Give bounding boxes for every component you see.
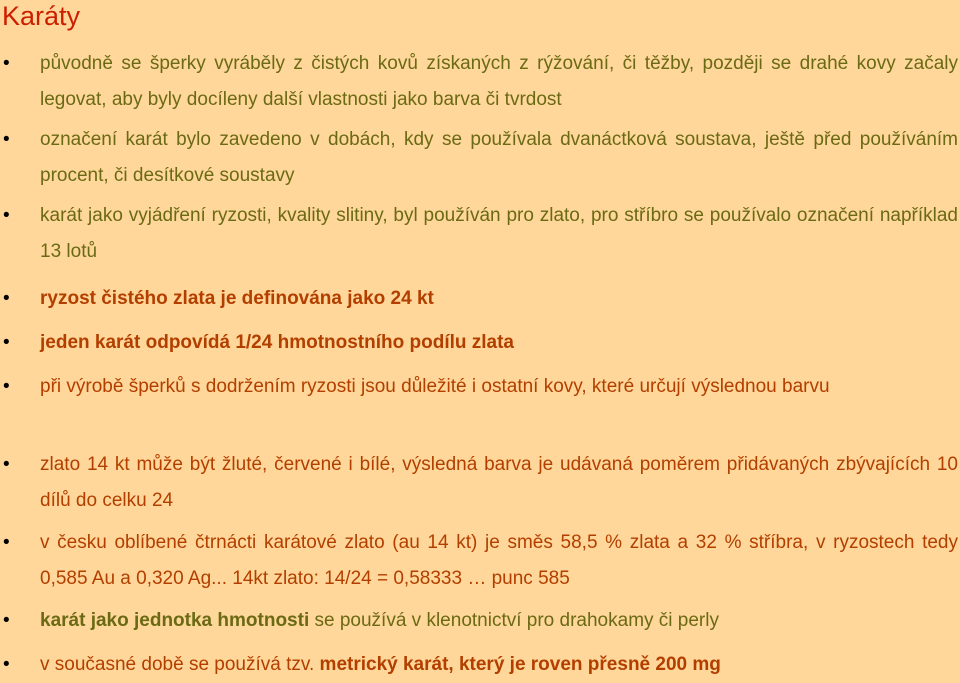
bullet-dot: •: [3, 532, 10, 553]
bullet-text: karát jako vyjádření ryzosti, kvality slitiny, byl používán pro zlato, pro stříbro se používalo označení například 13 lotů: [40, 205, 958, 262]
bullet-dot: •: [3, 205, 10, 226]
bullet-text: [40, 603, 958, 639]
bullet-dot: •: [3, 129, 10, 150]
bullet-bold-text: karát jako jednotka hmotnosti: [40, 610, 310, 631]
bullet-text: [40, 647, 958, 683]
bullet-dot: •: [3, 454, 10, 475]
bullet-text: označení karát bylo zavedeno v dobách, kdy se používala dvanáctková soustava, ještě před používáním procent, či desítkové soustavy: [40, 129, 958, 186]
bullet-text: při výrobě šperků s dodržením ryzosti jsou důležité i ostatní kovy, které určují výslednou barvu: [40, 376, 830, 397]
bullet-plain-text: v současné době se používá tzv.: [40, 654, 320, 675]
bullet-text: ryzost čistého zlata je definována jako 24 kt: [40, 288, 434, 309]
bullet-text: jeden karát odpovídá 1/24 hmotnostního podílu zlata: [40, 332, 514, 353]
bullet-text: původně se šperky vyráběly z čistých kovů získaných z rýžování, či těžby, později se drahé kovy začaly legovat, aby byly docíleny další vlastnosti jako barva či tvrdost: [40, 53, 958, 110]
bullet-dot: •: [3, 53, 10, 74]
bullet-dot: •: [3, 332, 10, 353]
bullet-text: zlato 14 kt může být žluté, červené i bílé, výsledná barva je udávaná poměrem přidávaných zbývajících 10 dílů do celku 24: [40, 454, 958, 511]
bullet-dot: •: [3, 654, 10, 675]
bullet-dot: •: [3, 610, 10, 631]
bullet-text: v česku oblíbené čtrnácti karátové zlato (au 14 kt) je směs 58,5 % zlata a 32 % stříbra, v ryzostech tedy 0,585 Au a 0,320 Ag... 14kt zlato: 14/24 = 0,58333 … punc 585: [40, 532, 958, 589]
bullet-dot: •: [3, 376, 10, 397]
bullet-dot: •: [3, 288, 10, 309]
bullet-rest-text: se používá v klenotnictví pro drahokamy či perly: [309, 610, 719, 631]
bullet-bold-text: metrický karát, který je roven přesně 200 mg: [319, 654, 721, 675]
page-title: Karáty: [2, 1, 81, 31]
